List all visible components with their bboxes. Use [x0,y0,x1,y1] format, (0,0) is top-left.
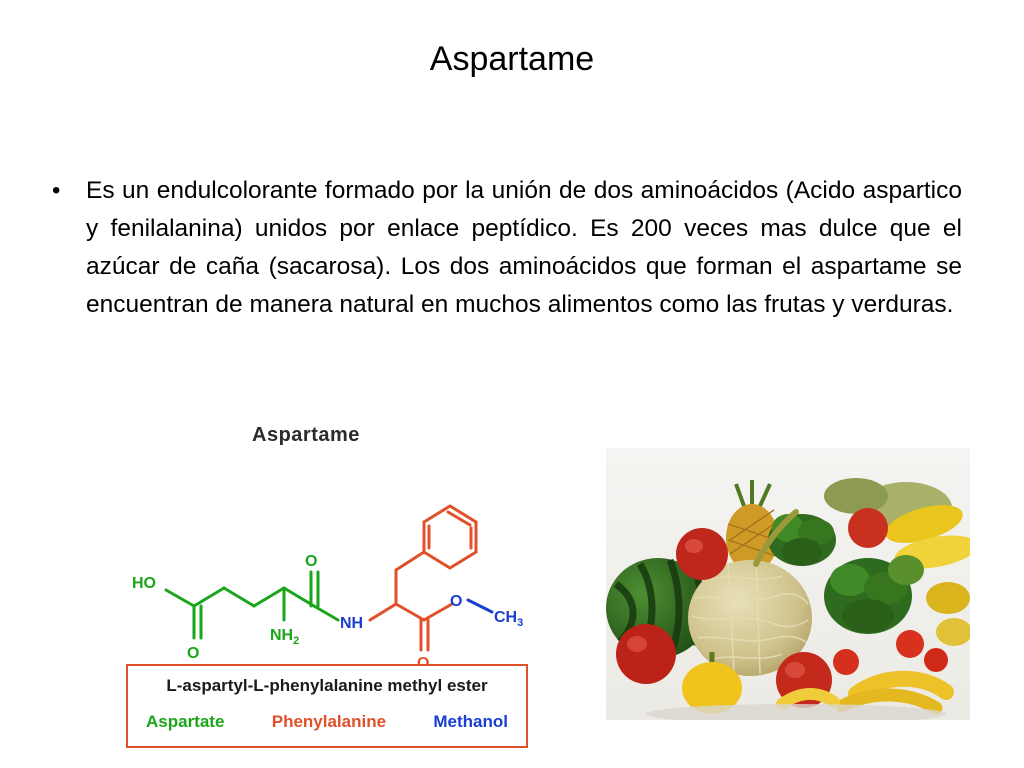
produce-illustration-icon [606,448,970,720]
fruits-vegetables-photo [606,448,970,720]
aspartame-structure-figure [112,424,542,754]
legend-phenylalanine: Phenylalanine [271,712,387,731]
legend-parts [128,712,526,732]
structure-title: Aspartame [252,424,360,446]
structure-legend [126,664,528,748]
label-o-left: O [187,645,200,662]
label-ho: HO [132,575,156,592]
legend-aspartate: Aspartate [146,712,225,731]
label-o-top: O [305,553,318,570]
page-title: Aspartame [429,40,595,78]
bullet-marker: • [52,177,61,204]
body-content [52,172,962,324]
label-o-ester: O [450,593,463,610]
label-nh: NH [340,615,364,632]
bullet-text: Es un endulcolorante formado por la unión de dos aminoácidos (Acido aspartico y fenilalanina) unidos por enlace peptídico. Es 200 veces mas dulce que el azúcar de caña (sacarosa). Los dos aminoácidos que forman el aspartame se encuentran de manera natural en muchos alimentos como las frutas y verduras. [86,177,962,318]
label-ch3: $CH_3$ [494,609,524,629]
label-nh2: $NH_2$ [270,627,300,647]
list-item [52,172,962,324]
aspartame-skeletal-formula-icon [112,442,542,672]
legend-full-name: L-aspartyl-L-phenylalanine methyl ester [166,676,488,695]
legend-methanol: Methanol [433,712,508,731]
